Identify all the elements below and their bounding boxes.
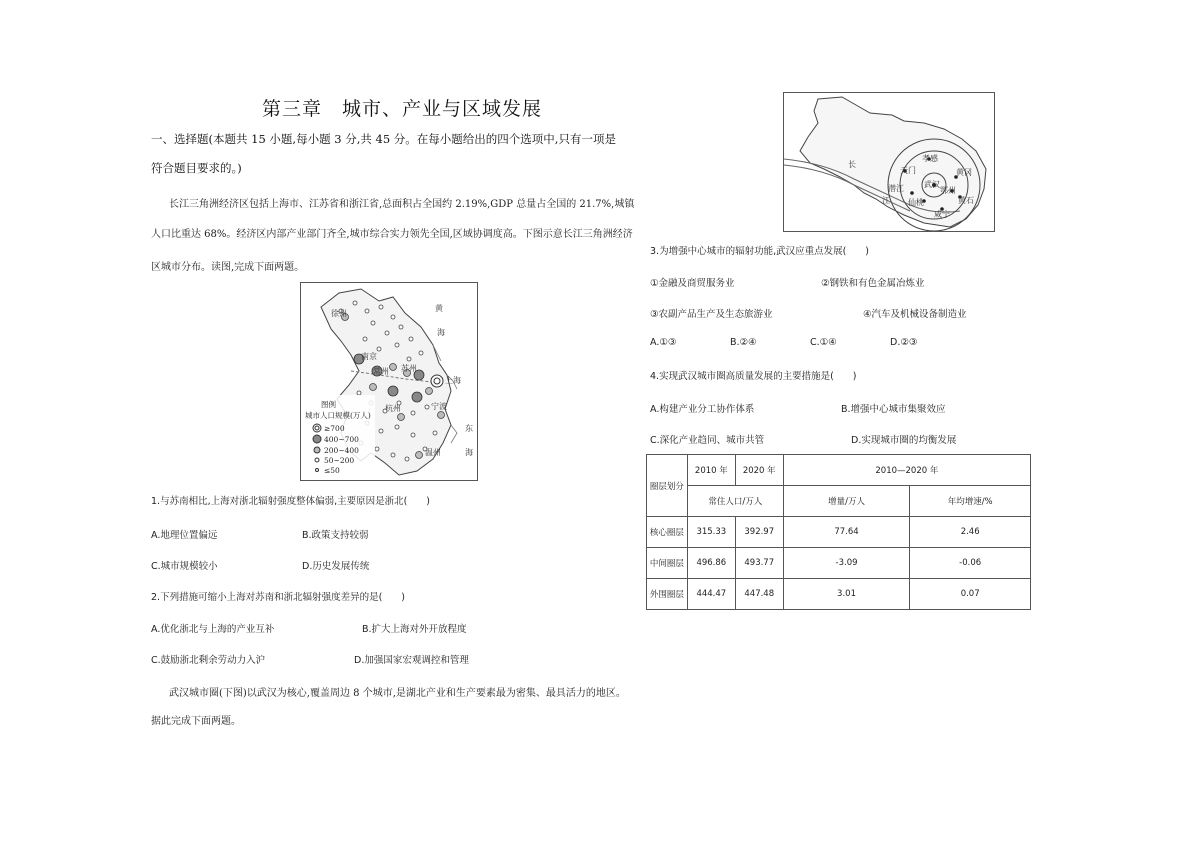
legend-subtitle: 城市人口规模(万人) <box>305 411 371 420</box>
passage-1-line: 区城市分布。读图,完成下面两题。 <box>151 262 305 273</box>
question-1-option-d[interactable]: D.历史发展传统 <box>302 561 370 572</box>
cell-2020: 392.97 <box>735 517 783 548</box>
section-heading-cont: 符合题目要求的。) <box>151 161 242 175</box>
passage-2-line: 据此完成下面两题。 <box>151 716 241 727</box>
table-row <box>647 548 1031 579</box>
cell-rate: 2.46 <box>910 517 1031 548</box>
passage-2-line: 武汉城市圈(下图)以武汉为核心,覆盖周边 8 个城市,是湖北产业和生产要素最为密集、最具活力的地区。 <box>169 688 626 699</box>
map-label-qianjiang: 潜江 <box>888 184 904 193</box>
table-header-period: 2010—2020 年 <box>783 455 1030 486</box>
legend-item: 400~700 <box>324 435 359 444</box>
question-2-option-c[interactable]: C.鼓励浙北剩余劳动力入沪 <box>151 655 266 666</box>
cell-2010: 444.47 <box>687 579 735 610</box>
question-3-option-d[interactable]: D.②③ <box>890 337 918 348</box>
map-label-changzhou: 常州 <box>373 367 389 376</box>
table-header-rate: 年均增速/% <box>910 486 1031 517</box>
cell-increase: -3.09 <box>783 548 910 579</box>
map-label-east-sea: 东 <box>465 424 473 433</box>
map-label-suzhou: 苏州 <box>401 364 417 373</box>
passage-1-line: 人口比重达 68%。经济区内部产业部门齐全,城市综合实力领先全国,区域协调度高。下图示意长江三角洲经济 <box>151 229 633 240</box>
question-4-option-d[interactable]: D.实现城市圈的均衡发展 <box>851 435 957 446</box>
map-label-east-sea: 海 <box>465 448 473 457</box>
question-4-option-b[interactable]: B.增强中心城市集聚效应 <box>841 404 946 415</box>
question-3-item-3: ③农副产品生产及生态旅游业 <box>650 309 773 320</box>
cell-increase: 3.01 <box>783 579 910 610</box>
map-label-jiang: 江 <box>882 196 890 205</box>
cell-increase: 77.64 <box>783 517 910 548</box>
question-3-option-c[interactable]: C.①④ <box>810 337 837 348</box>
row-name: 核心圈层 <box>647 517 688 548</box>
table-header-group: 圈层划分 <box>647 455 688 517</box>
legend-item: ≥700 <box>324 424 345 433</box>
cell-rate: 0.07 <box>910 579 1031 610</box>
table-header-2020: 2020 年 <box>735 455 783 486</box>
cell-2010: 496.86 <box>687 548 735 579</box>
question-3-option-a[interactable]: A.①③ <box>650 337 677 348</box>
question-3-item-4: ④汽车及机械设备制造业 <box>863 309 967 320</box>
map-label-chang: 长 <box>848 160 856 169</box>
question-3-option-b[interactable]: B.②④ <box>730 337 757 348</box>
table-header-increase: 增量/万人 <box>783 486 910 517</box>
row-name: 外围圈层 <box>647 579 688 610</box>
question-2-option-b[interactable]: B.扩大上海对外开放程度 <box>362 624 467 635</box>
question-1-option-a[interactable]: A.地理位置偏远 <box>151 530 218 541</box>
question-2-stem: 2.下列措施可缩小上海对苏南和浙北辐射强度差异的是( ) <box>151 592 405 603</box>
table-row <box>647 517 1031 548</box>
question-1-stem: 1.与苏南相比,上海对浙北辐射强度整体偏弱,主要原因是浙北( ) <box>151 496 431 507</box>
question-4-option-c[interactable]: C.深化产业趋同、城市共管 <box>650 435 765 446</box>
cell-2010: 315.33 <box>687 517 735 548</box>
passage-1-line: 长江三角洲经济区包括上海市、江苏省和浙江省,总面积占全国约 2.19%,GDP 总量占全国的 21.7%,城镇 <box>169 199 635 210</box>
question-2-option-a[interactable]: A.优化浙北与上海的产业互补 <box>151 624 275 635</box>
section-heading: 一、选择题(本题共 15 小题,每小题 3 分,共 45 分。在每小题给出的四个选项中,只有一项是 <box>151 132 616 146</box>
chapter-title: 第三章 城市、产业与区域发展 <box>262 98 543 120</box>
legend-title: 图例 <box>321 400 336 409</box>
map-label-hangzhou: 杭州 <box>385 404 401 413</box>
map-label-nanjing: 南京 <box>361 352 377 361</box>
cell-2020: 493.77 <box>735 548 783 579</box>
question-1-option-c[interactable]: C.城市规模较小 <box>151 561 218 572</box>
legend-item: ≤50 <box>324 466 340 475</box>
wuhan-city-circle-map <box>783 92 995 232</box>
map-label-xiaogan: 孝感 <box>922 154 938 163</box>
question-4-stem: 4.实现武汉城市圈高质量发展的主要措施是( ) <box>650 371 857 382</box>
question-3-item-2: ②钢铁和有色金属冶炼业 <box>821 278 925 289</box>
yangtze-delta-map <box>300 282 478 481</box>
table-header-2010: 2010 年 <box>687 455 735 486</box>
table-header-population: 常住人口/万人 <box>687 486 783 517</box>
map-legend <box>303 395 375 475</box>
table-row <box>647 579 1031 610</box>
map-label-xiantao: 仙桃 <box>908 198 924 207</box>
cell-rate: -0.06 <box>910 548 1031 579</box>
map-label-xianning: 咸宁 <box>934 210 950 219</box>
question-4-option-a[interactable]: A.构建产业分工协作体系 <box>650 404 755 415</box>
map-label-wenzhou: 温州 <box>425 448 441 457</box>
question-3-stem: 3.为增强中心城市的辐射功能,武汉应重点发展( ) <box>650 246 869 257</box>
map-label-huangshi: 黄石 <box>958 196 974 205</box>
map-label-wuhan: 武汉 <box>924 180 940 189</box>
map-label-ezhou: 鄂州 <box>940 186 956 195</box>
row-name: 中间圈层 <box>647 548 688 579</box>
map-label-ningbo: 宁波 <box>431 402 447 411</box>
map-label-yellow-sea: 海 <box>437 328 445 337</box>
map-label-huanggang: 黄冈 <box>956 168 972 177</box>
map-label-shanghai: 上海 <box>445 376 461 385</box>
question-1-option-b[interactable]: B.政策支持较弱 <box>302 530 369 541</box>
map-label-xuzhou: 徐州 <box>331 309 347 318</box>
question-2-option-d[interactable]: D.加强国家宏观调控和管理 <box>354 655 469 666</box>
population-table <box>646 454 1031 610</box>
legend-item: 200~400 <box>324 446 359 455</box>
cell-2020: 447.48 <box>735 579 783 610</box>
legend-item: 50~200 <box>324 456 355 465</box>
question-3-item-1: ①金融及商贸服务业 <box>650 278 735 289</box>
map-label-tianmen: 天门 <box>900 166 916 175</box>
map-label-yellow-sea: 黄 <box>435 304 443 313</box>
